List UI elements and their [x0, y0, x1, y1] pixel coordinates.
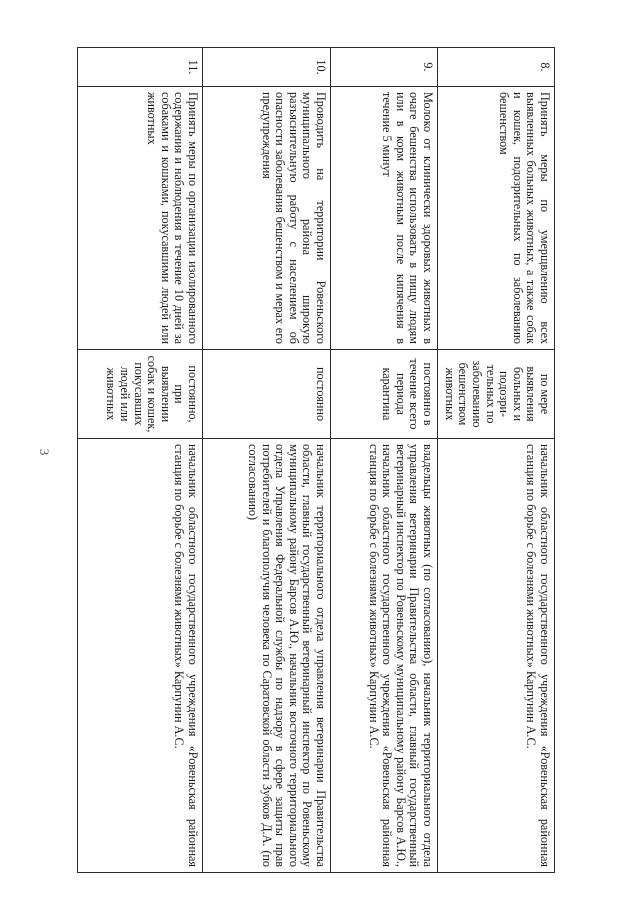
row-number: 9. [331, 48, 438, 87]
table-row [438, 48, 555, 873]
row-term: постоянно, при выявлении собак и кошек, покусавших людей или животных [78, 350, 203, 439]
row-number: 11. [78, 48, 203, 87]
row-number: 10. [203, 48, 331, 87]
row-responsible: начальник областного государственного учреждения «Ровеньская районная станция по борьбе с болезнями животных» Карпунин А.С. [78, 439, 203, 873]
row-action: Молоко от клинически здоровых животных в очаге бешенства использовать в пищу людям или в корм животным после кипячения в течение 5 минут [331, 87, 438, 350]
table-row [331, 48, 438, 873]
row-action: Принять меры по умерщвлению всех выявленных больных животных, а также собак и кошек, подозрительных по заболеванию бешенством [438, 87, 555, 350]
row-responsible: начальник областного государственного учреждения «Ровеньская районная станция по борьбе с болезнями животных» Карпунин А.С. [438, 439, 555, 873]
rotated-table-container [77, 47, 555, 873]
row-action: Принять меры по организации изолированного содержания и наблюдения в течение 10 дней за собаками и кошками, покусавшими людей или животных [78, 87, 203, 350]
row-term: постоянно в течение всего периода карантина [331, 350, 438, 439]
row-term: постоянно [203, 350, 331, 439]
row-term: по мере выявления больных и подозри-тельных по заболеванию бешенством животных [438, 350, 555, 439]
table-row [203, 48, 331, 873]
measures-table [77, 47, 555, 873]
row-number: 8. [438, 48, 555, 87]
row-responsible: владельцы животных (по согласованию), начальник территориального отдела управления ветеринарии Правительства области, главный государственный ветеринарный инспектор по Ровеньскому муниципальному району Барсов А.Ю., начальник областного государственного учреждения «Ровеньская районная станция по борьбе с болезнями животных» Карпунин А.С. [331, 439, 438, 873]
page-number: 3 [37, 448, 52, 456]
row-action: Проводить на территории Ровеньского муниципального района широкую разъяснительную работу с населением об опасности заболевания бешенством и мерах его предупреждения [203, 87, 331, 350]
row-responsible: начальник территориального отдела управления ветеринарии Правительства области, главный государственный ветеринарный инспектор по Ровеньскому муниципальному району Барсов А.Ю., начальник восточного территориального отдела Управления Федеральной службы по надзору в сфере защиты прав потребителей и благополучия человека по Саратовской области Зубков Д.А. (по согласованию) [203, 439, 331, 873]
table-row [78, 48, 203, 873]
